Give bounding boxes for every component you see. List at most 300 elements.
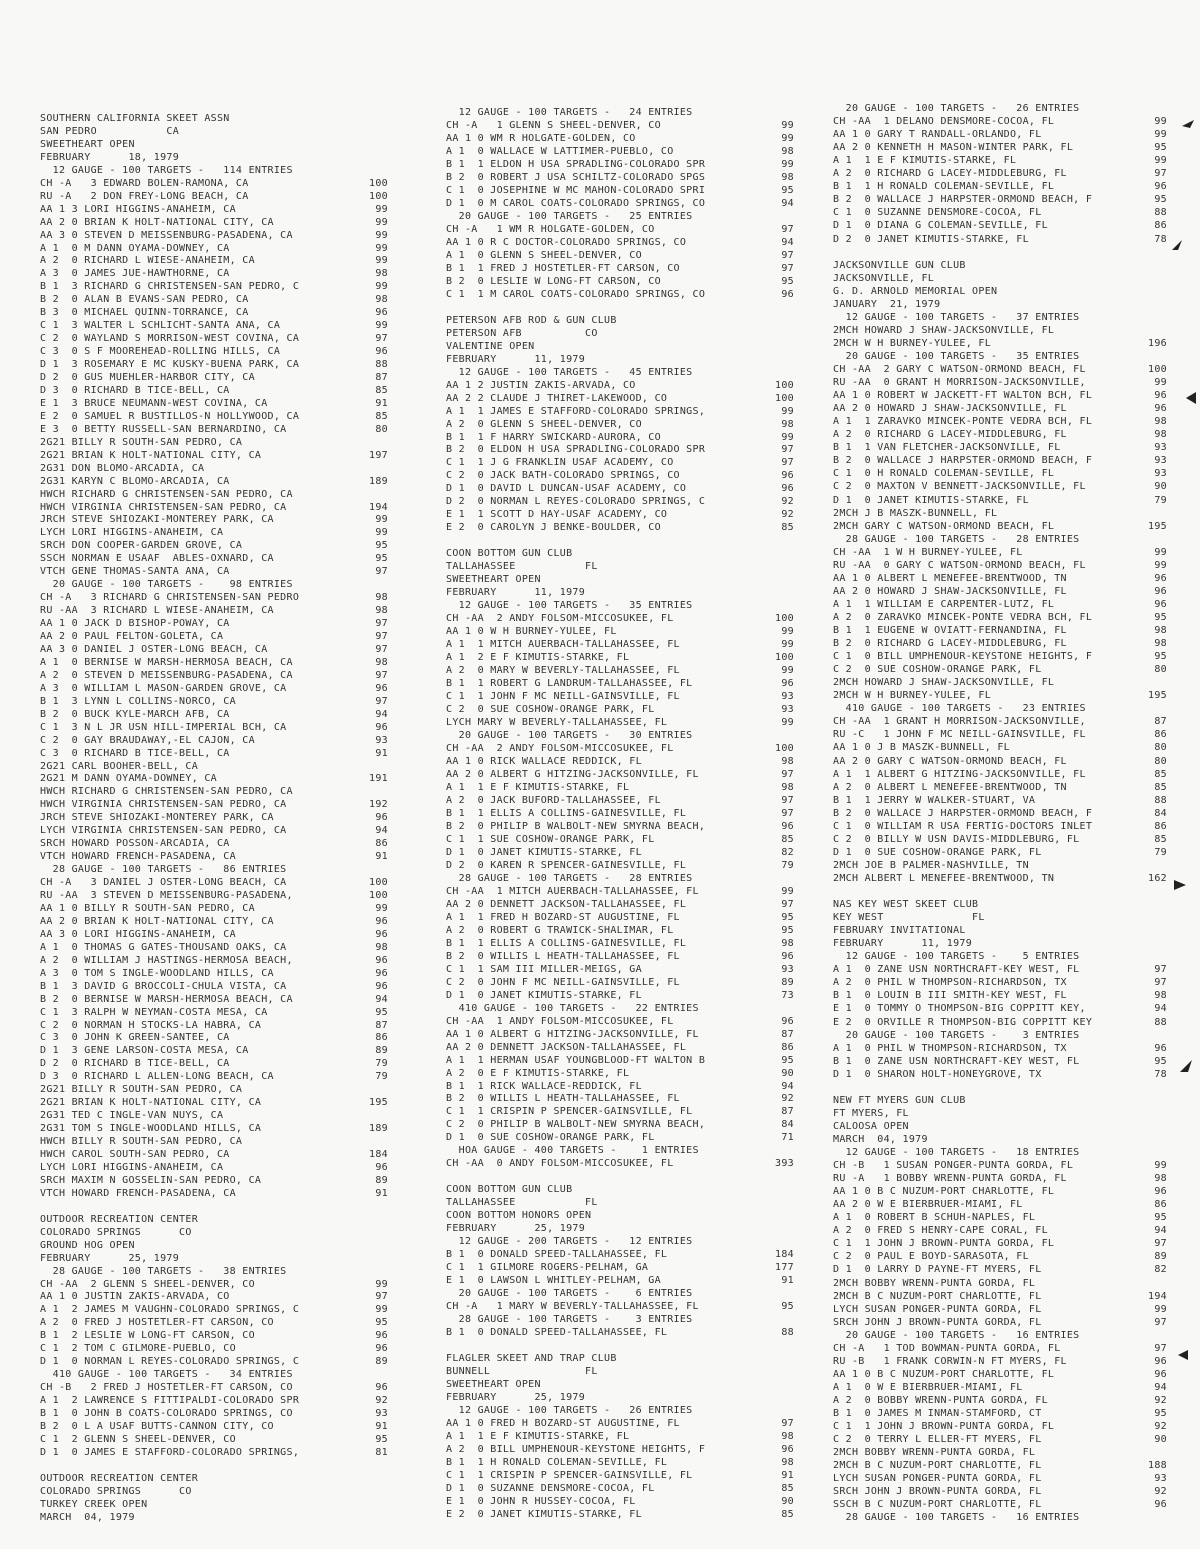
- result-line: AA 1 0 FRED H BOZARD-ST AUGUSTINE, FL: [446, 1417, 680, 1429]
- result-score: 89: [781, 976, 794, 988]
- result-score: 184: [775, 1249, 794, 1261]
- result-line: NAS KEY WEST SKEET CLUB: [833, 899, 979, 911]
- result-line: D 2 0 NORMAN L REYES-COLORADO SPRINGS, C: [446, 496, 706, 508]
- result-score: 98: [781, 937, 794, 949]
- result-line: E 1 3 BRUCE NEUMANN-WEST COVINA, CA: [40, 397, 268, 409]
- result-line: A 1 1 WILLIAM E CARPENTER-LUTZ, FL: [833, 598, 1055, 610]
- result-line: A 2 0 ROBERT G TRAWICK-SHALIMAR, FL: [446, 924, 674, 936]
- result-line: JRCH STEVE SHIOZAKI-MONTEREY PARK, CA: [40, 812, 274, 824]
- result-score: 96: [1154, 585, 1167, 597]
- result-score: 86: [1154, 729, 1167, 741]
- result-score: 94: [375, 825, 388, 837]
- result-line: NEW FT MYERS GUN CLUB: [833, 1094, 966, 1106]
- result-line: SRCH MAXIM N GOSSELIN-SAN PEDRO, CA: [40, 1174, 262, 1186]
- result-line: E 1 0 LAWSON L WHITLEY-PELHAM, GA: [446, 1275, 661, 1287]
- result-score: 92: [1154, 1421, 1167, 1433]
- result-score: 88: [781, 1327, 794, 1339]
- result-score: 100: [775, 652, 794, 664]
- result-line: AA 2 0 DENNETT JACKSON-TALLAHASSEE, FL: [446, 1041, 687, 1053]
- result-line: SOUTHERN CALIFORNIA SKEET ASSN: [40, 113, 230, 124]
- result-score: 79: [375, 1071, 388, 1083]
- result-line: AA 2 0 DENNETT JACKSON-TALLAHASSEE, FL: [446, 898, 687, 910]
- result-line: D 1 3 GENE LARSON-COSTA MESA, CA: [40, 1045, 249, 1057]
- result-score: 96: [375, 812, 388, 824]
- result-line: RU -AA 3 STEVEN D MEISSENBURG-PASADENA,: [40, 890, 293, 901]
- result-score: 93: [375, 734, 388, 746]
- result-line: 12 GAUGE - 100 TARGETS - 26 ENTRIES: [446, 1405, 693, 1416]
- result-line: CH -AA 1 ANDY FOLSOM-MICCOSUKEE, FL: [446, 1015, 674, 1027]
- result-score: 88: [1154, 794, 1167, 806]
- result-score: 393: [775, 1158, 794, 1170]
- result-score: 96: [375, 915, 388, 927]
- result-score: 196: [1148, 337, 1167, 349]
- result-score: 87: [781, 1106, 794, 1118]
- result-score: 85: [375, 384, 388, 396]
- result-line: CH -AA 1 W H BURNEY-YULEE, FL: [833, 546, 1023, 558]
- result-line: A 1 1 JAMES E STAFFORD-COLORADO SPRINGS,: [446, 405, 706, 417]
- result-line: C 1 3 WALTER L SCHLICHT-SANTA ANA, CA: [40, 320, 281, 332]
- result-score: 100: [1148, 364, 1167, 375]
- result-line: HWCH BILLY R SOUTH-SAN PEDRO, CA: [40, 1136, 243, 1148]
- result-line: 28 GAUGE - 100 TARGETS - 3 ENTRIES: [446, 1314, 693, 1326]
- result-line: A 1 1 FRED H BOZARD-ST AUGUSTINE, FL: [446, 911, 680, 923]
- result-line: 20 GAUGE - 100 TARGETS - 26 ENTRIES: [833, 103, 1080, 114]
- result-score: 80: [375, 423, 388, 435]
- result-score: 97: [781, 768, 794, 780]
- result-line: 2MCH W H BURNEY-YULEE, FL: [833, 337, 992, 349]
- result-score: 96: [375, 954, 388, 966]
- result-score: 98: [375, 656, 388, 668]
- result-score: 99: [1154, 546, 1167, 558]
- result-score: 97: [1154, 1316, 1167, 1328]
- result-line: KEY WEST FL: [833, 912, 985, 924]
- result-line: 2G31 KARYN C BLOMO-ARCADIA, CA: [40, 475, 230, 487]
- result-line: A 3 0 TOM S INGLE-WOODLAND HILLS, CA: [40, 967, 274, 979]
- result-line: 2MCH HOWARD J SHAW-JACKSONVILLE, FL: [833, 324, 1055, 336]
- result-score: 99: [375, 902, 388, 914]
- result-score: 88: [1154, 207, 1167, 219]
- result-score: 97: [375, 1291, 388, 1303]
- result-score: 97: [781, 898, 794, 910]
- result-line: A 1 2 JAMES M VAUGHN-COLORADO SPRINGS, C: [40, 1304, 300, 1316]
- result-line: B 1 0 DONALD SPEED-TALLAHASSEE, FL: [446, 1249, 668, 1261]
- result-line: G. D. ARNOLD MEMORIAL OPEN: [833, 285, 998, 297]
- result-score: 99: [375, 514, 388, 526]
- result-line: CH -A 3 EDWARD BOLEN-RAMONA, CA: [40, 177, 249, 189]
- result-line: B 1 1 EUGENE W OVIATT-FERNANDINA, FL: [833, 625, 1067, 636]
- result-score: 85: [1154, 781, 1167, 793]
- result-line: B 1 1 F HARRY SWICKARD-AURORA, CO: [446, 431, 661, 443]
- result-line: 12 GAUGE - 100 TARGETS - 45 ENTRIES: [446, 366, 693, 378]
- result-score: 96: [375, 307, 388, 319]
- result-score: 96: [1154, 390, 1167, 402]
- result-score: 97: [781, 444, 794, 456]
- result-line: MARCH 04, 1979: [833, 1133, 928, 1145]
- result-score: 99: [781, 626, 794, 638]
- result-score: 96: [1154, 1042, 1167, 1054]
- result-line: 2MCH JOE B PALMER-NASHVILLE, TN: [833, 859, 1029, 871]
- result-line: A 1 0 W E BIERBRUER-MIAMI, FL: [833, 1381, 1023, 1393]
- result-line: RU -B 1 FRANK CORWIN-N FT MYERS, FL: [833, 1355, 1067, 1367]
- result-line: CH -B 2 FRED J HOSTETLER-FT CARSON, CO: [40, 1382, 293, 1394]
- result-score: 189: [369, 1123, 388, 1135]
- result-line: C 2 0 SUE COSHOW-ORANGE PARK, FL: [446, 704, 655, 716]
- result-score: 195: [1148, 520, 1167, 532]
- result-score: 95: [375, 540, 388, 552]
- result-line: 20 GAUGE - 100 TARGETS - 16 ENTRIES: [833, 1329, 1080, 1341]
- result-line: CH -A 1 GLENN S SHEEL-DENVER, CO: [446, 119, 661, 131]
- result-line: FLAGLER SKEET AND TRAP CLUB: [446, 1353, 617, 1365]
- result-line: D 1 0 M CAROL COATS-COLORADO SPRINGS, CO: [446, 197, 706, 209]
- result-line: SSCH B C NUZUM-PORT CHARLOTTE, FL: [833, 1499, 1042, 1511]
- result-line: JACKSONVILLE, FL: [833, 272, 935, 284]
- result-line: 410 GAUGE - 100 TARGETS - 34 ENTRIES: [40, 1369, 293, 1381]
- result-score: 93: [781, 691, 794, 703]
- result-line: AA 2 0 W E BIERBRUER-MIAMI, FL: [833, 1199, 1023, 1211]
- result-line: SWEETHEART OPEN: [446, 1379, 541, 1391]
- result-score: 97: [1154, 977, 1167, 989]
- result-score: 96: [375, 1343, 388, 1355]
- result-line: C 1 0 WILLIAM R USA FERTIG-DOCTORS INLET: [833, 820, 1093, 832]
- result-line: A 2 0 JACK BUFORD-TALLAHASSEE, FL: [446, 794, 661, 806]
- result-line: 28 GAUGE - 100 TARGETS - 86 ENTRIES: [40, 864, 287, 876]
- result-line: HWCH RICHARD G CHRISTENSEN-SAN PEDRO, CA: [40, 488, 293, 500]
- result-line: B 2 0 BERNISE W MARSH-HERMOSA BEACH, CA: [40, 993, 293, 1005]
- result-score: 96: [375, 1161, 388, 1173]
- result-line: A 2 0 ZARAVKO MINCEK-PONTE VEDRA BCH, FL: [833, 611, 1093, 623]
- result-line: AA 2 0 HOWARD J SHAW-JACKSONVILLE, FL: [833, 403, 1067, 415]
- result-score: 95: [1154, 1212, 1167, 1224]
- result-score: 98: [375, 592, 388, 604]
- result-line: RU -C 1 JOHN F MC NEILL-GAINSVILLE, FL: [833, 729, 1086, 741]
- result-score: 95: [375, 553, 388, 565]
- result-line: RU -AA 0 GRANT H MORRISON-JACKSONVILLE,: [833, 377, 1086, 389]
- result-line: RU -AA 3 RICHARD L WIESE-ANAHEIM, CA: [40, 605, 274, 617]
- result-line: SRCH DON COOPER-GARDEN GROVE, CA: [40, 540, 243, 552]
- result-line: VTCH HOWARD FRENCH-PASADENA, CA: [40, 1187, 236, 1199]
- result-line: A 2 0 BOBBY WRENN-PUNTA GORDA, FL: [833, 1394, 1048, 1406]
- result-line: 2MCH GARY C WATSON-ORMOND BEACH, FL: [833, 520, 1055, 532]
- result-line: FEBRUARY 11, 1979: [446, 587, 586, 599]
- result-line: B 2 0 PHILIP B WALBOLT-NEW SMYRNA BEACH,: [446, 820, 706, 832]
- result-line: A 2 0 GLENN S SHEEL-DENVER, CO: [446, 418, 642, 430]
- result-score: 93: [1154, 455, 1167, 467]
- result-line: C 1 0 BILL UMPHENOUR-KEYSTONE HEIGHTS, F: [833, 651, 1093, 663]
- result-score: 96: [375, 1382, 388, 1394]
- result-score: 94: [375, 993, 388, 1005]
- result-score: 85: [1154, 768, 1167, 780]
- result-score: 96: [1154, 1499, 1167, 1511]
- result-score: 97: [1154, 964, 1167, 976]
- result-line: D 1 0 SUE COSHOW-ORANGE PARK, FL: [833, 846, 1042, 858]
- result-line: AA 2 0 PAUL FELTON-GOLETA, CA: [40, 631, 224, 642]
- result-score: 99: [375, 216, 388, 228]
- result-line: VTCH GENE THOMAS-SANTA ANA, CA: [40, 566, 230, 578]
- result-line: AA 1 0 ALBERT G HITZING-JACKSONVILLE, FL: [446, 1028, 699, 1040]
- result-line: SSCH NORMAN E USAAF ABLES-OXNARD, CA: [40, 553, 274, 565]
- result-score: 96: [1154, 1368, 1167, 1380]
- result-score: 96: [1154, 403, 1167, 415]
- result-score: 99: [1154, 1160, 1167, 1172]
- result-score: 100: [775, 613, 794, 625]
- result-score: 99: [375, 281, 388, 293]
- result-score: 85: [781, 833, 794, 845]
- result-line: SWEETHEART OPEN: [446, 574, 541, 586]
- result-line: E 1 0 TOMMY O THOMPSON-BIG COPPITT KEY,: [833, 1003, 1086, 1015]
- result-score: 98: [1154, 1173, 1167, 1185]
- result-score: 90: [781, 1495, 794, 1507]
- result-line: AA 1 2 JUSTIN ZAKIS-ARVADA, CO: [446, 379, 636, 391]
- result-line: A 3 0 WILLIAM L MASON-GARDEN GROVE, CA: [40, 682, 287, 694]
- result-line: BUNNELL FL: [446, 1366, 598, 1378]
- result-score: 79: [1154, 494, 1167, 506]
- result-line: A 1 0 ROBERT B SCHUH-NAPLES, FL: [833, 1212, 1036, 1224]
- result-line: B 1 2 LESLIE W LONG-FT CARSON, CO: [40, 1330, 255, 1342]
- result-line: AA 1 0 W H BURNEY-YULEE, FL: [446, 626, 617, 638]
- result-score: 81: [375, 1446, 388, 1458]
- result-score: 96: [375, 1330, 388, 1342]
- result-score: 91: [781, 1469, 794, 1481]
- result-line: A 1 0 BERNISE W MARSH-HERMOSA BEACH, CA: [40, 656, 293, 668]
- result-score: 90: [1154, 481, 1167, 493]
- result-line: CH -A 3 RICHARD G CHRISTENSEN-SAN PEDRO: [40, 592, 300, 604]
- result-score: 96: [781, 1015, 794, 1027]
- result-score: 100: [369, 190, 388, 202]
- result-score: 98: [1154, 638, 1167, 650]
- result-line: A 2 0 BILL UMPHENOUR-KEYSTONE HEIGHTS, F: [446, 1443, 706, 1455]
- result-line: CALOOSA OPEN: [833, 1120, 909, 1132]
- result-score: 95: [781, 924, 794, 936]
- result-line: B 1 1 VAN FLETCHER-JACKSONVILLE, FL: [833, 442, 1061, 454]
- result-score: 92: [1154, 1394, 1167, 1406]
- result-line: A 1 1 E F KIMUTIS-STARKE, FL: [833, 155, 1017, 167]
- result-score: 92: [1154, 1486, 1167, 1498]
- result-score: 85: [375, 410, 388, 422]
- result-line: B 1 1 ROBERT G LANDRUM-TALLAHASSEE, FL: [446, 678, 693, 690]
- result-line: D 3 0 RICHARD L ALLEN-LONG BEACH, CA: [40, 1071, 274, 1083]
- result-line: CH -AA 0 ANDY FOLSOM-MICCOSUKEE, FL: [446, 1158, 674, 1170]
- result-score: 99: [781, 132, 794, 144]
- result-line: B 1 1 ELDON H USA SPRADLING-COLORADO SPR: [446, 158, 706, 170]
- result-score: 93: [1154, 1473, 1167, 1485]
- result-score: 94: [1154, 1003, 1167, 1015]
- result-line: COON BOTTOM HONORS OPEN: [446, 1210, 592, 1222]
- result-line: D 1 0 SUZANNE DENSMORE-COCOA, FL: [446, 1482, 655, 1494]
- result-line: D 1 0 LARRY D PAYNE-FT MYERS, FL: [833, 1264, 1042, 1276]
- result-score: 96: [375, 980, 388, 992]
- result-line: C 1 1 JOHN F MC NEILL-GAINSVILLE, FL: [446, 691, 680, 703]
- result-score: 98: [781, 756, 794, 767]
- result-line: C 2 0 TERRY L ELLER-FT MYERS, FL: [833, 1434, 1042, 1446]
- result-line: A 2 0 WILLIAM J HASTINGS-HERMOSA BEACH,: [40, 954, 293, 966]
- result-score: 95: [781, 1301, 794, 1313]
- result-line: 12 GAUGE - 100 TARGETS - 114 ENTRIES: [40, 164, 293, 176]
- result-line: HWCH RICHARD G CHRISTENSEN-SAN PEDRO, CA: [40, 786, 293, 798]
- result-line: 2G31 DON BLOMO-ARCADIA, CA: [40, 462, 205, 474]
- result-score: 96: [375, 721, 388, 733]
- result-line: B 2 0 BUCK KYLE-MARCH AFB, CA: [40, 708, 230, 720]
- result-line: CH -AA 2 ANDY FOLSOM-MICCOSUKEE, FL: [446, 743, 674, 755]
- result-score: 88: [375, 359, 388, 371]
- result-score: 86: [1154, 820, 1167, 832]
- result-score: 194: [1148, 1290, 1167, 1302]
- result-line: 12 GAUGE - 100 TARGETS - 24 ENTRIES: [446, 107, 693, 118]
- result-line: SWEETHEART OPEN: [40, 138, 135, 150]
- result-line: AA 1 0 ROBERT W JACKETT-FT WALTON BCH, FL: [833, 390, 1093, 402]
- result-line: D 2 0 JANET KIMUTIS-STARKE, FL: [833, 233, 1029, 245]
- result-line: 12 GAUGE - 100 TARGETS - 5 ENTRIES: [833, 951, 1080, 963]
- result-score: 82: [781, 846, 794, 858]
- result-score: 95: [375, 1317, 388, 1329]
- result-line: AA 1 0 B C NUZUM-PORT CHARLOTTE, FL: [833, 1368, 1055, 1380]
- result-line: A 1 0 PHIL W THOMPSON-RICHARDSON, TX: [833, 1042, 1067, 1054]
- result-score: 91: [375, 397, 388, 409]
- result-score: 100: [369, 877, 388, 889]
- result-line: B 1 1 ELLIS A COLLINS-GAINESVILLE, FL: [446, 937, 687, 949]
- result-score: 96: [1154, 1355, 1167, 1367]
- result-line: CH -A 1 TOD BOWMAN-PUNTA GORDA, FL: [833, 1342, 1061, 1354]
- result-line: 2MCH BOBBY WRENN-PUNTA GORDA, FL: [833, 1447, 1036, 1459]
- result-line: 2MCH BOBBY WRENN-PUNTA GORDA, FL: [833, 1277, 1036, 1289]
- result-score: 177: [775, 1262, 794, 1274]
- result-line: AA 1 0 ALBERT L MENEFEE-BRENTWOOD, TN: [833, 572, 1067, 584]
- result-score: 94: [375, 708, 388, 720]
- result-line: FEBRUARY 18, 1979: [40, 151, 180, 163]
- result-line: A 1 0 THOMAS G GATES-THOUSAND OAKS, CA: [40, 941, 287, 953]
- result-score: 100: [775, 743, 794, 755]
- result-score: 97: [781, 1417, 794, 1429]
- result-line: D 2 0 GUS MUEHLER-HARBOR CITY, CA: [40, 372, 255, 383]
- result-score: 100: [775, 379, 794, 391]
- result-score: 91: [375, 1420, 388, 1432]
- result-line: FEBRUARY 11, 1979: [446, 353, 586, 365]
- result-line: D 1 0 DIANA G COLEMAN-SEVILLE, FL: [833, 220, 1048, 232]
- result-line: B 2 0 ROBERT J USA SCHILTZ-COLORADO SPGS: [446, 171, 706, 183]
- result-line: 2G21 BILLY R SOUTH-SAN PEDRO, CA: [40, 436, 243, 448]
- result-line: B 1 1 H RONALD COLEMAN-SEVILLE, FL: [833, 181, 1055, 193]
- result-line: COLORADO SPRINGS CO: [40, 1226, 192, 1238]
- result-score: 80: [1154, 755, 1167, 767]
- result-line: C 1 3 N L JR USN HILL-IMPERIAL BCH, CA: [40, 721, 287, 733]
- result-score: 99: [781, 885, 794, 897]
- result-line: C 2 0 NORMAN H STOCKS-LA HABRA, CA: [40, 1019, 262, 1031]
- result-line: AA 2 0 BRIAN K HOLT-NATIONAL CITY, CA: [40, 216, 274, 228]
- result-line: CH -AA 1 DELANO DENSMORE-COCOA, FL: [833, 116, 1055, 128]
- result-line: AA 2 0 GARY C WATSON-ORMOND BEACH, FL: [833, 755, 1067, 767]
- result-line: B 2 0 ALAN B EVANS-SAN PEDRO, CA: [40, 294, 249, 306]
- result-line: LYCH LORI HIGGINS-ANAHEIM, CA: [40, 1161, 224, 1173]
- result-line: 2G21 CARL BOOHER-BELL, CA: [40, 760, 199, 772]
- result-score: 97: [781, 807, 794, 819]
- result-line: TALLAHASSEE FL: [446, 561, 598, 573]
- result-line: SRCH JOHN J BROWN-PUNTA GORDA, FL: [833, 1316, 1042, 1328]
- result-score: 91: [375, 747, 388, 759]
- result-line: FEBRUARY 25, 1979: [446, 1392, 586, 1404]
- result-score: 99: [1154, 559, 1167, 571]
- result-line: C 3 0 RICHARD B TICE-BELL, CA: [40, 747, 230, 759]
- result-score: 98: [375, 294, 388, 306]
- result-line: A 1 1 ALBERT G HITZING-JACKSONVILLE, FL: [833, 768, 1086, 780]
- result-score: 97: [781, 249, 794, 261]
- result-line: AA 1 0 JACK D BISHOP-POWAY, CA: [40, 618, 230, 630]
- result-line: C 2 0 JACK BATH-COLORADO SPRINGS, CO: [446, 470, 680, 482]
- result-score: 96: [781, 483, 794, 495]
- result-line: C 1 1 CRISPIN P SPENCER-GAINSVILLE, FL: [446, 1469, 693, 1481]
- result-line: C 1 1 JOHN J BROWN-PUNTA GORDA, FL: [833, 1421, 1055, 1433]
- result-line: C 1 1 GILMORE ROGERS-PELHAM, GA: [446, 1262, 649, 1274]
- result-line: B 1 3 DAVID G BROCCOLI-CHULA VISTA, CA: [40, 980, 287, 992]
- result-line: D 1 0 JANET KIMUTIS-STARKE, FL: [833, 494, 1029, 506]
- result-score: 80: [1154, 664, 1167, 676]
- result-score: 195: [1148, 690, 1167, 702]
- result-line: FEBRUARY 11, 1979: [833, 938, 973, 950]
- result-line: B 2 0 WALLACE J HARPSTER-ORMOND BEACH, F: [833, 194, 1093, 206]
- result-score: 73: [781, 989, 794, 1001]
- result-score: 95: [781, 1054, 794, 1066]
- result-line: AA 2 0 HOWARD J SHAW-JACKSONVILLE, FL: [833, 585, 1067, 597]
- result-score: 98: [781, 145, 794, 157]
- result-score: 89: [375, 1045, 388, 1057]
- result-line: AA 2 0 BRIAN K HOLT-NATIONAL CITY, CA: [40, 915, 274, 927]
- result-line: AA 1 3 LORI HIGGINS-ANAHEIM, CA: [40, 203, 236, 215]
- result-score: 96: [375, 682, 388, 694]
- result-score: 100: [775, 392, 794, 404]
- result-score: 93: [1154, 468, 1167, 480]
- result-line: D 1 0 JANET KIMUTIS-STARKE, FL: [446, 846, 642, 858]
- result-score: 79: [1154, 846, 1167, 858]
- result-score: 99: [781, 405, 794, 417]
- result-score: 189: [369, 475, 388, 487]
- result-score: 92: [375, 1395, 388, 1407]
- result-line: 2G21 M DANN OYAMA-DOWNEY, CA: [40, 773, 217, 785]
- result-line: C 1 3 RALPH W NEYMAN-COSTA MESA, CA: [40, 1006, 268, 1018]
- result-line: C 1 0 JOSEPHINE W MC MAHON-COLORADO SPRI: [446, 184, 706, 196]
- result-score: 91: [375, 1187, 388, 1199]
- result-line: D 1 0 JAMES E STAFFORD-COLORADO SPRINGS,: [40, 1446, 300, 1458]
- result-line: D 1 0 NORMAN L REYES-COLORADO SPRINGS, C: [40, 1356, 300, 1368]
- result-line: JANUARY 21, 1979: [833, 298, 941, 310]
- result-line: C 2 0 SUE COSHOW-ORANGE PARK, FL: [833, 664, 1042, 676]
- result-line: CH -A 1 MARY W BEVERLY-TALLAHASSEE, FL: [446, 1301, 699, 1313]
- result-line: A 2 0 RICHARD L WIESE-ANAHEIM, CA: [40, 255, 255, 267]
- result-score: 85: [1154, 833, 1167, 845]
- result-score: 96: [781, 1443, 794, 1455]
- result-line: B 1 0 JOHN B COATS-COLORADO SPRINGS, CO: [40, 1408, 293, 1419]
- result-score: 96: [781, 820, 794, 832]
- result-line: A 1 1 HERMAN USAF YOUNGBLOOD-FT WALTON B: [446, 1054, 706, 1066]
- result-line: A 1 2 LAWRENCE S FITTIPALDI-COLORADO SPR: [40, 1395, 300, 1407]
- result-line: HWCH VIRGINIA CHRISTENSEN-SAN PEDRO, CA: [40, 501, 287, 513]
- result-line: CH -AA 2 GLENN S SHEEL-DENVER, CO: [40, 1278, 255, 1290]
- result-score: 95: [1154, 142, 1167, 154]
- result-line: GROUND HOG OPEN: [40, 1239, 135, 1251]
- result-score: 84: [1154, 807, 1167, 819]
- result-score: 98: [1154, 429, 1167, 441]
- result-line: A 1 1 E F KIMUTIS-STARKE, FL: [446, 781, 630, 793]
- result-line: LYCH VIRGINIA CHRISTENSEN-SAN PEDRO, CA: [40, 825, 287, 837]
- result-line: CH -A 1 WM R HOLGATE-GOLDEN, CO: [446, 223, 655, 235]
- result-score: 194: [369, 501, 388, 513]
- result-score: 184: [369, 1149, 388, 1160]
- result-score: 99: [375, 242, 388, 254]
- result-score: 78: [1154, 233, 1167, 245]
- result-line: 20 GAUGE - 100 TARGETS - 6 ENTRIES: [446, 1288, 693, 1300]
- result-score: 192: [369, 799, 388, 811]
- result-line: 20 GAUGE - 100 TARGETS - 30 ENTRIES: [446, 730, 693, 742]
- result-score: 97: [375, 669, 388, 681]
- result-score: 99: [781, 119, 794, 131]
- result-line: FT MYERS, FL: [833, 1107, 909, 1119]
